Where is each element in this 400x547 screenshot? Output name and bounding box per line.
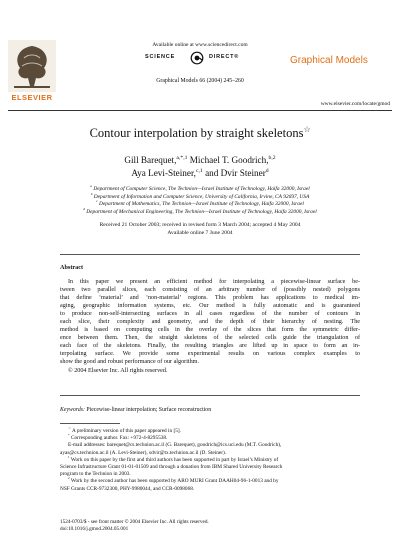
footnote-text: E-mail addresses: barequet@cs.technion.ac.il (G. Barequet), goodrich@ics.uci.edu (M.T. Goodrich),: [68, 442, 282, 449]
author-name: Aya Levi-Steiner,: [131, 168, 196, 178]
author-name: Gill Barequet,: [124, 155, 177, 165]
sciencedirect-logo-right: DIRECT®: [209, 54, 240, 60]
affiliation-text: Department of Computer Science, The Technion—Israel Institute of Technology, Haifa 32000, Israel: [93, 186, 310, 192]
footnote-mark: 2: [68, 476, 70, 481]
footnote-text: Work on this paper by the first and third authors has been supported in part by Israel’s Ministry of: [70, 456, 279, 463]
publisher-name: ELSEVIER: [11, 93, 53, 102]
title-footnote-mark: ☆: [303, 124, 311, 134]
abstract-line: terpolating surface. We provide some experimental results on various complex examples to: [60, 351, 360, 358]
author-marks: a,*,1: [176, 154, 188, 161]
author-marks: d: [265, 167, 269, 174]
elsevier-tree-logo: [8, 40, 56, 92]
footnote-item: [60, 478, 360, 485]
author-marks: b,2: [268, 154, 276, 161]
footnote-text: NSF Grants CCR-9732300, PHY-9980044, and CCR-0098068.: [60, 485, 195, 492]
affiliation-text: Department of Information and Computer Science, University of California, Irvine, CA 92697, USA: [93, 193, 310, 200]
footnote-text: Science Infrastructure Grant 01-01-01509 and through a donation from IBM Shared University Research: [60, 464, 283, 471]
abstract-line: each face of the skeletons. Finally, the resulting triangles are lifted up in space to form an in-: [60, 343, 360, 350]
available-online-date: Available online 7 June 2004: [167, 229, 233, 236]
abstract-copyright: © 2004 Elsevier Inc. All rights reserved.: [68, 367, 168, 374]
affiliation-item: [10, 186, 390, 194]
affiliation-text: Department of Mechanical Engineering, The Technion—Israel Institute of Technology, Haifa 32000, Israel: [86, 208, 317, 215]
journal-title: Graphical Models: [290, 55, 368, 66]
affiliation-mark: d: [83, 206, 85, 211]
footnote-text: Corresponding author. Fax: +972-4-8295538.: [70, 435, 168, 442]
received-dates: Received 21 October 2003; received in revised form 3 March 2004; accepted 4 May 2004: [99, 222, 301, 228]
keywords-label: Keywords:: [60, 407, 85, 413]
footnote-mark: 1: [68, 455, 70, 460]
abstract-top-divider: [60, 254, 360, 255]
keywords-text: Piecewise-linear interpolation; Surface reconstruction: [86, 407, 212, 413]
abstract-line: each slice, their complexity and geometry, and the depth of their hierarchy of nesting. The: [60, 319, 360, 326]
abstract-line: that define ‘material’ and ‘non-material’ regions. This problem has applications to medical im-: [60, 295, 360, 302]
issn-line: 1524-0703/$ - see front matter © 2004 Elsevier Inc. All rights reserved.: [60, 519, 209, 525]
sciencedirect-logo-left: SCIENCE: [145, 54, 176, 60]
doi-line[interactable]: doi:10.1016/j.gmod.2004.05.001: [60, 526, 129, 532]
abstract-line: method is based on computing cells in the overlay of the slices that form the symmetric differ-: [60, 327, 360, 334]
affiliation-mark: b: [90, 191, 93, 196]
abstract-line: to produce non-self-intersecting surfaces in all cases regardless of the number of contours in: [60, 311, 360, 318]
paper-title-text: Contour interpolation by straight skeletons: [89, 126, 304, 140]
footnotes: [60, 428, 360, 493]
affiliation-item: [10, 201, 390, 209]
footnote-text: program to the Technion in 2003.: [60, 471, 131, 478]
footnote-text: ayas@cs.technion.ac.il (A. Levi-Steiner), sdvir@tx.technion.ac.il (D. Steiner).: [60, 449, 227, 456]
affiliation-item: [10, 206, 390, 217]
issn-doi: [60, 519, 360, 533]
paper-title: [20, 126, 380, 141]
footnote-divider: [60, 423, 120, 424]
footnote-item: [60, 457, 360, 464]
journal-url-link[interactable]: www.elsevier.com/locate/gmod: [320, 101, 390, 107]
authors-line-2: [20, 168, 380, 178]
author-marks: c,1: [195, 167, 203, 174]
author-name: and Dvir Steiner: [205, 168, 266, 178]
affiliation-mark: a: [90, 184, 92, 189]
abstract-line: In this paper we present an efficient method for interpolating a piecewise-linear surface be-: [68, 279, 360, 285]
footnote-text: Work by the second author has been supported by ARO MURI Grant DAAH04-96-1-0013 and by: [70, 478, 279, 485]
sciencedirect-at-icon: [190, 51, 204, 65]
abstract-line: aging, geographic information systems, etc. Our method is fully automatic and is guaranteed: [60, 303, 360, 310]
author-name: Michael T. Goodrich,: [189, 155, 269, 165]
abstract-line: ence between them. Then, the straight skeletons of the selected cells guide the triangulation of: [60, 335, 360, 342]
authors-line-1: [20, 155, 380, 165]
abstract-heading: Abstract: [60, 264, 84, 271]
footnote-mark: *: [68, 433, 70, 438]
keywords: [60, 407, 360, 413]
affiliation-text: Department of Mathematics, The Technion—Israel Institute of Technology, Haifa 32000, Israel: [98, 201, 304, 208]
journal-reference: Graphical Models 66 (2004) 245–260: [156, 78, 244, 84]
footnote-mark: ☆: [68, 426, 71, 431]
abstract-line: show the good and robust performance of our algorithm.: [60, 359, 199, 366]
available-online-link[interactable]: Available online at www.sciencedirect.com: [152, 42, 248, 48]
abstract-body: [60, 278, 360, 375]
header-divider: [8, 110, 392, 111]
sciencedirect-logo: [135, 51, 265, 65]
keywords-divider: [60, 395, 360, 396]
footnote-text: A preliminary version of this paper appeared in [5].: [71, 428, 181, 434]
abstract-line: tween two parallel slices, each consisting of an arbitrary number of (possibly nested) polygons: [60, 287, 360, 294]
footnote-item: [60, 442, 360, 449]
article-history: [20, 222, 380, 237]
affiliations: [10, 186, 390, 216]
affiliation-mark: c: [96, 199, 98, 204]
